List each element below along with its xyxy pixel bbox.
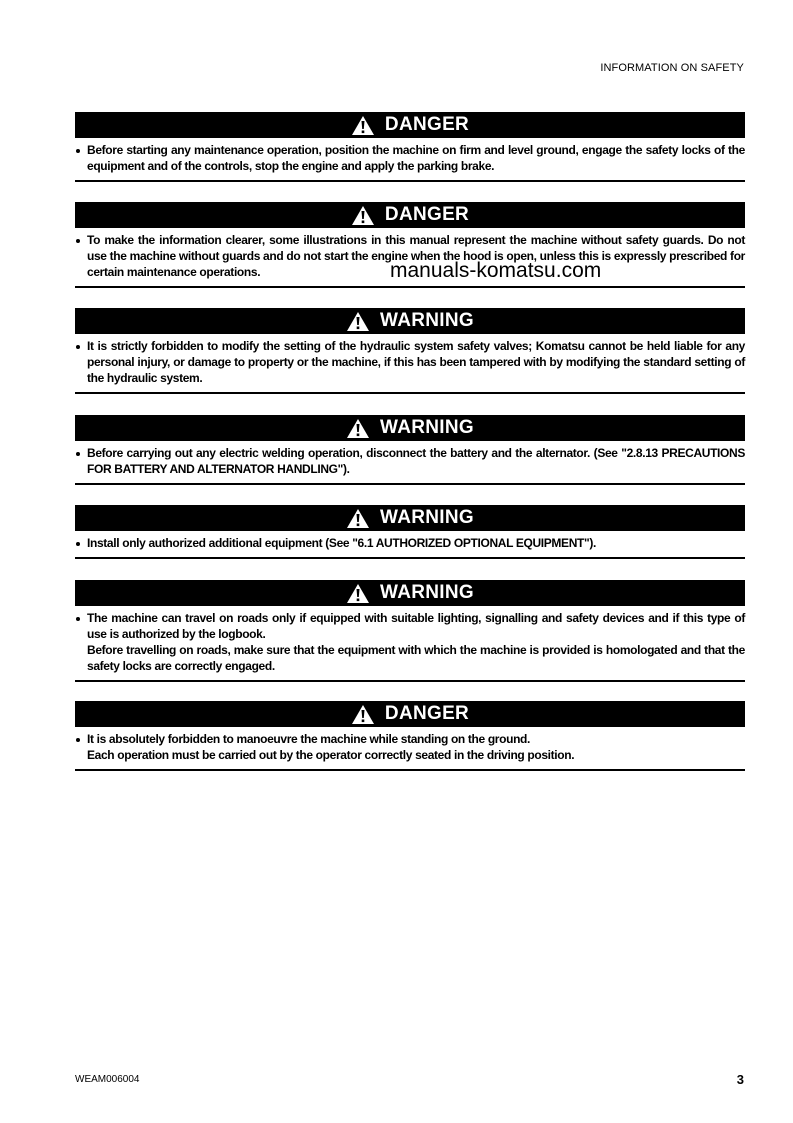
notice-text: Before travelling on roads, make sure that the equipment with which the machine is provided is homologated and that the safety locks are correctly engaged. — [87, 643, 745, 673]
notice-body — [75, 606, 745, 682]
bullet-item — [75, 610, 745, 674]
notice-header — [75, 701, 745, 727]
safety-notice-danger — [75, 112, 745, 182]
notice-label: WARNING — [380, 310, 474, 331]
notice-label: WARNING — [380, 507, 474, 528]
notice-header — [75, 308, 745, 334]
warning-triangle-icon — [346, 583, 370, 604]
bullet-icon — [76, 239, 80, 243]
notice-text: Install only authorized additional equipment (See "6.1 AUTHORIZED OPTIONAL EQUIPMENT"). — [87, 536, 596, 550]
notice-header — [75, 505, 745, 531]
notice-text: The machine can travel on roads only if equipped with suitable lighting, signalling and safety devices and if this type of use is authorized by the logbook. — [87, 611, 745, 641]
bullet-item — [75, 535, 745, 551]
notice-label: WARNING — [380, 582, 474, 603]
notice-label: DANGER — [384, 703, 470, 724]
bullet-icon — [76, 542, 80, 546]
notice-header — [75, 202, 745, 228]
page-number: 3 — [736, 1072, 744, 1087]
notice-body — [75, 138, 745, 182]
notice-text: Before starting any maintenance operation, position the machine on firm and level ground, engage the safety locks of the equipment and of the controls, stop the engine and apply the parking brake. — [87, 143, 745, 173]
notice-text: Before carrying out any electric welding operation, disconnect the battery and the alternator. (See "2.8.13 PRECAUTIONS FOR BATTERY AND ALTERNATOR HANDLING"). — [87, 446, 745, 476]
bullet-item — [75, 445, 745, 477]
warning-triangle-icon — [351, 704, 375, 725]
notice-text: It is strictly forbidden to modify the setting of the hydraulic system safety valves; Komatsu cannot be held liable for any personal injury, or damage to property or the machine, if this has been tampered with by modifying the standard setting of the hydraulic system. — [87, 339, 745, 385]
bullet-icon — [76, 452, 80, 456]
bullet-icon — [76, 738, 80, 742]
warning-triangle-icon — [346, 311, 370, 332]
bullet-item — [75, 731, 745, 763]
notice-label: DANGER — [384, 114, 470, 135]
warning-triangle-icon — [351, 115, 375, 136]
notice-header — [75, 415, 745, 441]
warning-triangle-icon — [346, 418, 370, 439]
bullet-item — [75, 338, 745, 386]
bullet-icon — [76, 149, 80, 153]
warning-triangle-icon — [351, 205, 375, 226]
notice-label: WARNING — [380, 417, 474, 438]
notice-body — [75, 441, 745, 485]
safety-notice-warning — [75, 580, 745, 682]
notice-header — [75, 580, 745, 606]
notice-text: It is absolutely forbidden to manoeuvre the machine while standing on the ground. — [87, 732, 531, 746]
warning-triangle-icon — [346, 508, 370, 529]
document-code: WEAM006004 — [75, 1074, 140, 1085]
notice-body — [75, 531, 745, 559]
notice-text: Each operation must be carried out by the operator correctly seated in the driving position. — [87, 748, 575, 762]
watermark: manuals-komatsu.com — [390, 259, 602, 282]
bullet-icon — [76, 345, 80, 349]
safety-notice-warning — [75, 308, 745, 394]
safety-notice-warning — [75, 415, 745, 485]
safety-notice-warning — [75, 505, 745, 559]
notice-label: DANGER — [384, 204, 470, 225]
notice-body — [75, 727, 745, 771]
notice-body — [75, 334, 745, 394]
bullet-item — [75, 142, 745, 174]
notice-text: To make the information clearer, some illustrations in this manual represent the machine without safety guards. Do not use the machine without guards and do not start the engine when the hood is open, unless this is expressly prescribed for certain maintenance operations. — [87, 233, 745, 279]
safety-notice-danger — [75, 701, 745, 771]
notice-header — [75, 112, 745, 138]
running-header: INFORMATION ON SAFETY — [600, 62, 744, 74]
bullet-icon — [76, 617, 80, 621]
